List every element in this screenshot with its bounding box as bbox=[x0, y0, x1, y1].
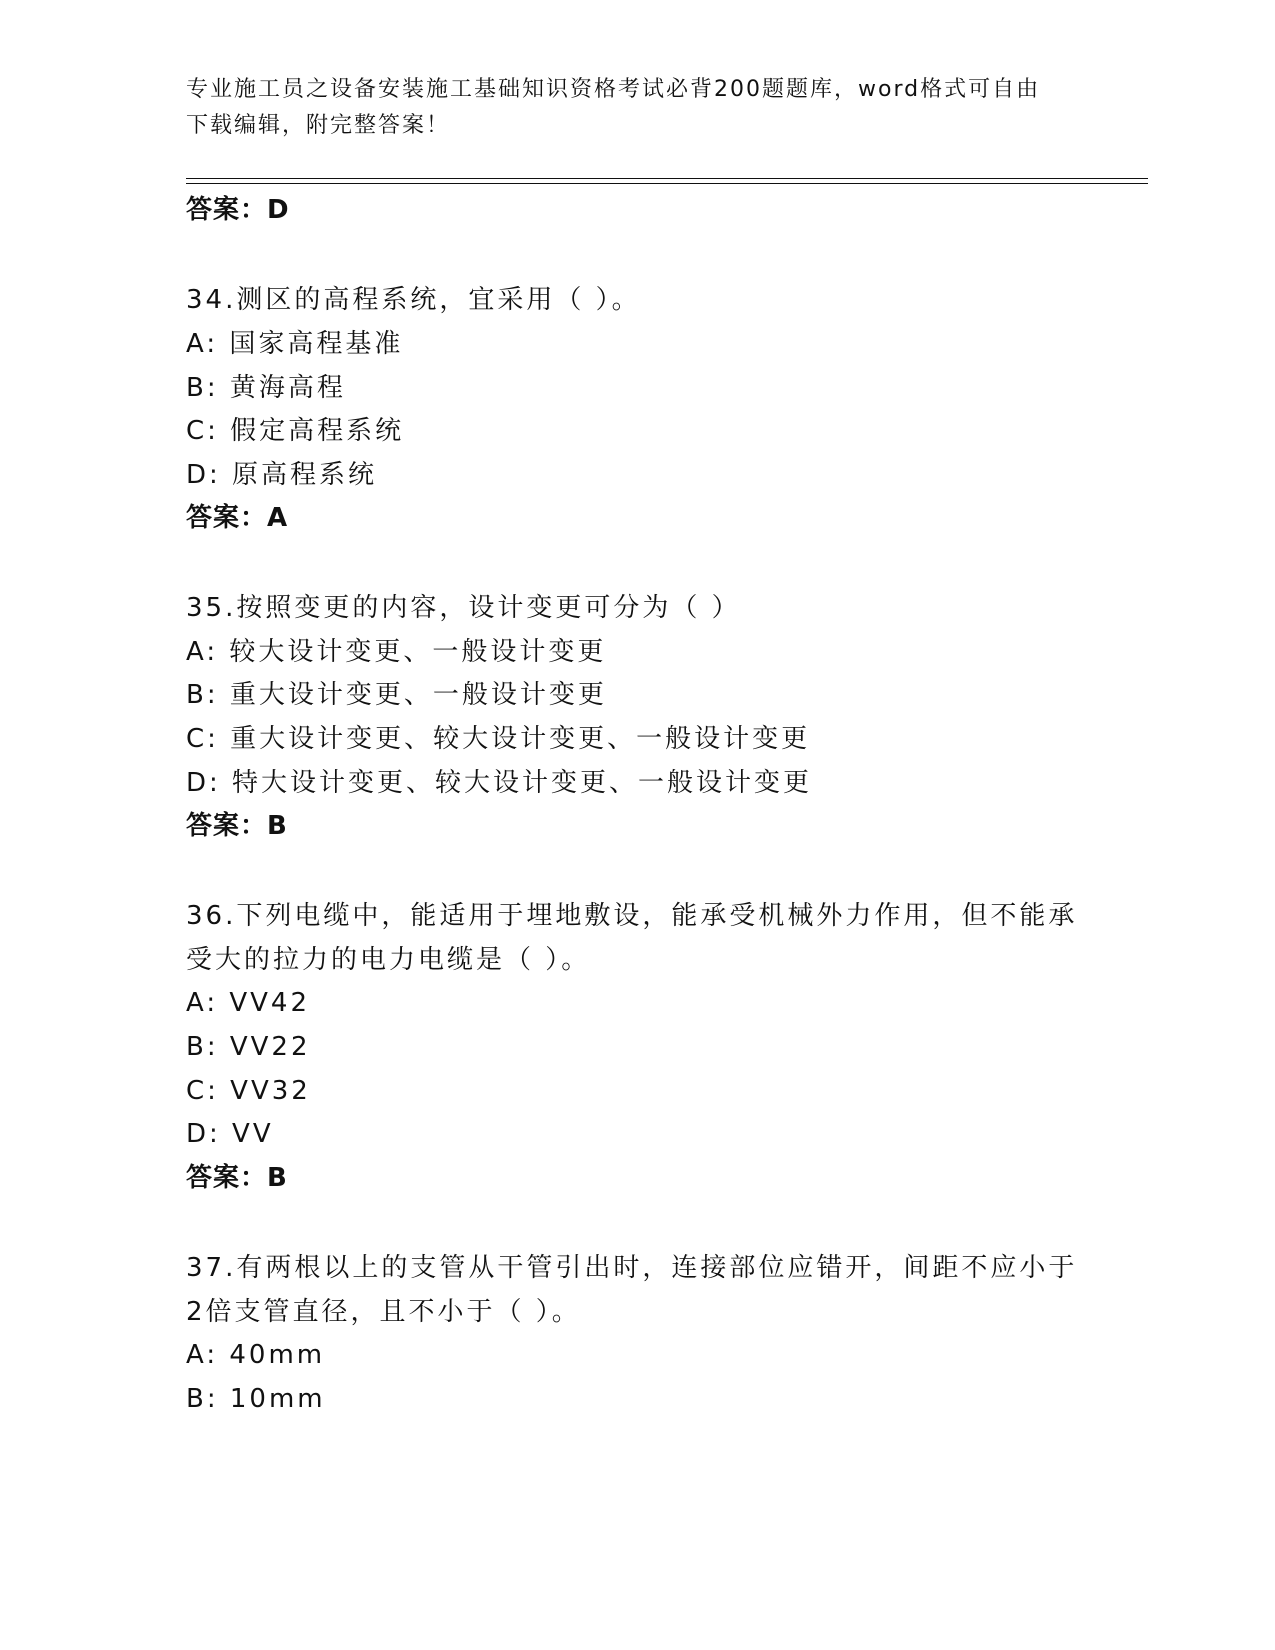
question-35-option-d: D: 特大设计变更、较大设计变更、一般设计变更 bbox=[186, 768, 813, 798]
header-divider-bottom bbox=[186, 183, 1148, 184]
question-37-stem-line-2: 2倍支管直径，且不小于（ ）。 bbox=[186, 1297, 581, 1327]
question-37-option-a: A: 40mm bbox=[186, 1340, 326, 1370]
question-36-option-b: B: VV22 bbox=[186, 1032, 311, 1062]
question-34-answer: 答案：A bbox=[186, 503, 289, 533]
question-36-option-c: C: VV32 bbox=[186, 1076, 311, 1106]
question-34-option-b: B: 黄海高程 bbox=[186, 373, 346, 403]
question-35-option-b: B: 重大设计变更、一般设计变更 bbox=[186, 680, 607, 710]
question-36-stem-line-2: 受大的拉力的电力电缆是（ ）。 bbox=[186, 945, 591, 975]
question-37-option-b: B: 10mm bbox=[186, 1384, 326, 1414]
question-34-stem: 34.测区的高程系统，宜采用（ ）。 bbox=[186, 285, 641, 315]
question-35-option-a: A: 较大设计变更、一般设计变更 bbox=[186, 637, 607, 667]
question-36-stem-line-1: 36.下列电缆中，能适用于埋地敷设，能承受机械外力作用，但不能承 bbox=[186, 901, 1078, 931]
header-divider-top bbox=[186, 178, 1148, 179]
question-36-answer: 答案：B bbox=[186, 1163, 288, 1193]
answer-previous: 答案：D bbox=[186, 195, 290, 225]
question-34-option-a: A: 国家高程基准 bbox=[186, 329, 404, 359]
question-36-option-a: A: VV42 bbox=[186, 988, 311, 1018]
question-35-option-c: C: 重大设计变更、较大设计变更、一般设计变更 bbox=[186, 724, 811, 754]
question-34-option-c: C: 假定高程系统 bbox=[186, 416, 405, 446]
question-34-option-d: D: 原高程系统 bbox=[186, 460, 378, 490]
header-line-2: 下载编辑，附完整答案！ bbox=[186, 113, 451, 138]
question-36-option-d: D: VV bbox=[186, 1119, 274, 1149]
document-header bbox=[186, 72, 1066, 144]
question-35-answer: 答案：B bbox=[186, 811, 288, 841]
question-35-stem: 35.按照变更的内容，设计变更可分为（ ） bbox=[186, 593, 741, 623]
header-line-1: 专业施工员之设备安装施工基础知识资格考试必背200题题库，word格式可自由 bbox=[186, 77, 1041, 102]
question-37-stem-line-1: 37.有两根以上的支管从干管引出时，连接部位应错开，间距不应小于 bbox=[186, 1253, 1078, 1283]
